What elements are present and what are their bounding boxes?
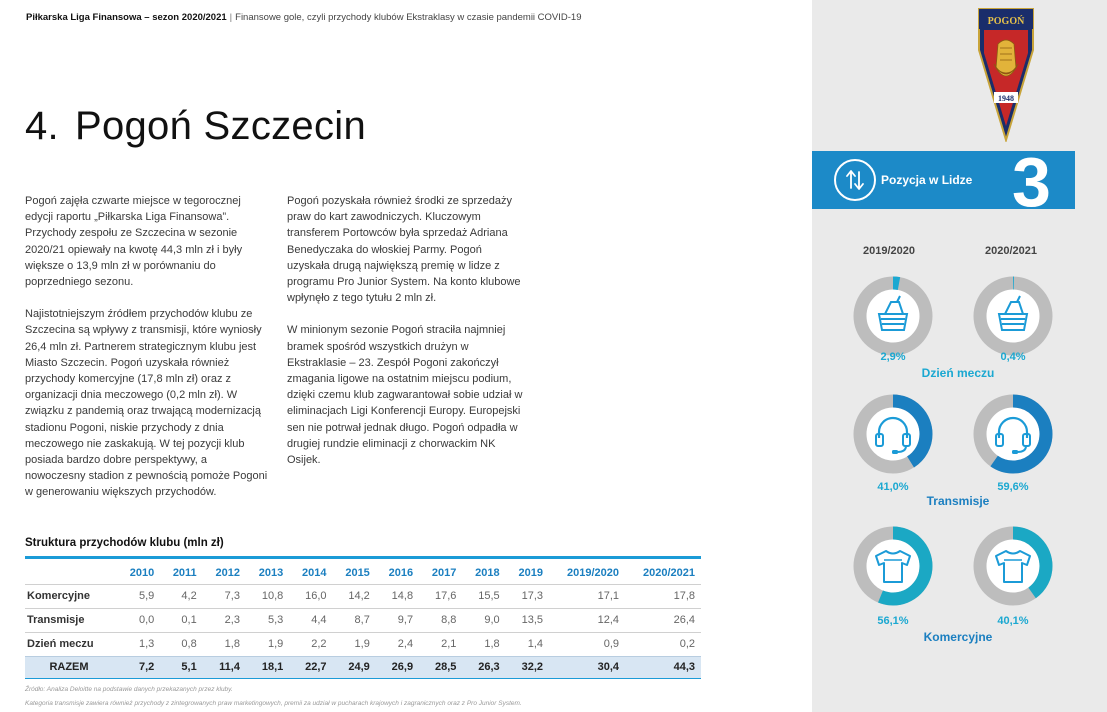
category-label: Transmisje bbox=[926, 494, 990, 508]
column-header: 2015 bbox=[345, 566, 370, 579]
table-cell: 30,4 bbox=[549, 656, 625, 678]
table-header-row bbox=[25, 562, 701, 584]
donut-chart bbox=[853, 394, 933, 479]
table-cell: 9,7 bbox=[376, 608, 419, 632]
column-header: 2012 bbox=[215, 566, 240, 579]
chapter-number: 4. bbox=[25, 104, 59, 148]
page-title bbox=[25, 104, 366, 149]
table-cell: 12,4 bbox=[549, 608, 625, 632]
column-header: 2017 bbox=[431, 566, 457, 579]
category-label: Komercyjne bbox=[923, 630, 993, 644]
position-value: 3 bbox=[1012, 143, 1051, 221]
table-cell: 22,7 bbox=[289, 656, 332, 678]
table-cell: 0,2 bbox=[625, 632, 701, 656]
table-cell: 17,3 bbox=[506, 584, 549, 608]
column-header: 2016 bbox=[388, 566, 414, 579]
donut-chart bbox=[853, 276, 933, 361]
table-cell: 2,3 bbox=[203, 608, 246, 632]
paragraph: W minionym sezonie Pogoń straciła najmniej bramek spośród wszystkich drużyn w Ekstraklasie – 23. Zespół Pogoni zakończył zmagania ligowe na ostatnim miejscu podium, dzięki czemu klub zagwarantował sobie udział w eliminacjach Ligi Konferencji Europy. Europejski sen nie potrwał jednak długo. Pogoń odpadła w drugiej rundzie eliminacji z chorwackim NK Osijek. bbox=[287, 324, 523, 467]
table-cell: 0,1 bbox=[160, 608, 202, 632]
column-header: 2020/2021 bbox=[643, 566, 695, 579]
table-cell: 32,2 bbox=[506, 656, 549, 678]
table-cell: 8,8 bbox=[419, 608, 462, 632]
table-cell: 11,4 bbox=[203, 656, 246, 678]
table-total-row bbox=[25, 656, 701, 678]
table-cell: 1,8 bbox=[462, 632, 505, 656]
svg-text:POGOŃ: POGOŃ bbox=[987, 16, 1025, 27]
table-cell: 14,2 bbox=[333, 584, 376, 608]
club-crest bbox=[978, 8, 1034, 147]
table-cell: 14,8 bbox=[376, 584, 419, 608]
table-cell: 24,9 bbox=[333, 656, 376, 678]
table-cell: 26,3 bbox=[462, 656, 505, 678]
text-column-left bbox=[25, 193, 270, 517]
season-label: 2019/2020 bbox=[863, 245, 915, 257]
table-cell: 4,4 bbox=[289, 608, 332, 632]
table-cell: 17,6 bbox=[419, 584, 462, 608]
up-down-arrows-icon bbox=[834, 159, 876, 201]
share-percent: 41,0% bbox=[877, 481, 909, 493]
table-cell: 17,8 bbox=[625, 584, 701, 608]
donut-chart bbox=[973, 526, 1053, 611]
table-cell: 5,9 bbox=[117, 584, 160, 608]
report-name: Piłkarska Liga Finansowa – sezon 2020/2021 bbox=[26, 12, 227, 23]
league-position-bar bbox=[812, 143, 1075, 221]
table-top-rule bbox=[25, 556, 701, 559]
row-label: Transmisje bbox=[25, 608, 117, 632]
paragraph: Pogoń pozyskała również środki ze sprzedaży praw do kart zawodniczych. Kluczowym transferem Portowców była sprzedaż Adriana Benedyczaka do włoskiej Parmy. Pogoń uzyskała drugą największą premię w lidze z programu Pro Junior System. Na konto klubowe wpłynęło z tego tytułu 2 mln zł. bbox=[287, 195, 521, 305]
table-cell: 28,5 bbox=[419, 656, 462, 678]
column-header: 2010 bbox=[129, 566, 155, 579]
report-subtitle: Finansowe gole, czyli przychody klubów Ekstraklasy w czasie pandemii COVID-19 bbox=[235, 12, 582, 23]
share-percent: 56,1% bbox=[877, 615, 909, 627]
revenue-table bbox=[25, 562, 701, 679]
table-cell: 1,9 bbox=[333, 632, 376, 656]
table-cell: 5,1 bbox=[160, 656, 202, 678]
table-cell: 9,0 bbox=[462, 608, 505, 632]
share-percent: 0,4% bbox=[1000, 351, 1026, 363]
table-cell: 13,5 bbox=[506, 608, 549, 632]
table-cell: 2,1 bbox=[419, 632, 462, 656]
donut-chart bbox=[973, 276, 1053, 361]
table-title: Struktura przychodów klubu (mln zł) bbox=[25, 537, 224, 549]
svg-text:1948: 1948 bbox=[998, 94, 1014, 103]
position-label: Pozycja w Lidze bbox=[881, 173, 973, 187]
table-cell: 17,1 bbox=[549, 584, 625, 608]
donut-chart bbox=[853, 526, 933, 611]
column-header: 2013 bbox=[258, 566, 284, 579]
table-cell: 8,7 bbox=[333, 608, 376, 632]
table-cell: 0,8 bbox=[160, 632, 202, 656]
text-column-right bbox=[287, 193, 527, 484]
table-cell: 16,0 bbox=[289, 584, 332, 608]
column-header bbox=[25, 562, 117, 584]
column-header: 2018 bbox=[475, 566, 500, 579]
category-label: Dzień meczu bbox=[921, 366, 995, 380]
club-name: Pogoń Szczecin bbox=[74, 104, 367, 148]
table-cell: 1,4 bbox=[506, 632, 549, 656]
table-cell: 2,4 bbox=[376, 632, 419, 656]
table-row bbox=[25, 608, 701, 632]
table-cell: 26,4 bbox=[625, 608, 701, 632]
row-label: Dzień meczu bbox=[25, 632, 117, 656]
table-row bbox=[25, 584, 701, 608]
table-cell: 1,3 bbox=[117, 632, 160, 656]
category-footnote: Kategoria transmisje zawiera również przychody z zintegrowanych praw marketingowych, premii za udział w pucharach krajowych i zagranicznych oraz z Pro Junior System. bbox=[25, 700, 522, 707]
column-header: 2014 bbox=[302, 566, 327, 579]
share-percent: 59,6% bbox=[997, 481, 1029, 493]
share-percent: 40,1% bbox=[997, 615, 1029, 627]
column-header: 2019/2020 bbox=[567, 566, 619, 579]
season-label: 2020/2021 bbox=[985, 245, 1037, 257]
report-header bbox=[26, 12, 582, 23]
share-percent: 2,9% bbox=[880, 351, 906, 363]
table-cell: 4,2 bbox=[160, 584, 202, 608]
table-cell: 1,8 bbox=[203, 632, 246, 656]
paragraph: Pogoń zajęła czwarte miejsce w tegorocznej edycji raportu „Piłkarska Liga Finansowa”. Przychody zespołu ze Szczecina w sezonie 2020/21 opiewały na kwotę 44,3 mln zł i były większe o 13,9 mln zł w porównaniu do poprzedniego sezonu. bbox=[25, 195, 243, 289]
table-cell: 18,1 bbox=[246, 656, 289, 678]
donut-chart bbox=[973, 394, 1053, 479]
table-cell: 15,5 bbox=[462, 584, 505, 608]
row-label: Komercyjne bbox=[25, 584, 117, 608]
table-cell: 0,9 bbox=[549, 632, 625, 656]
header-separator: | bbox=[229, 12, 233, 23]
table-cell: 7,2 bbox=[117, 656, 160, 678]
total-label: RAZEM bbox=[25, 656, 117, 678]
table-cell: 7,3 bbox=[203, 584, 246, 608]
paragraph: Najistotniejszym źródłem przychodów klubu ze Szczecina są wpływy z transmisji, które wyniosły 26,4 mln zł. Partnerem strategicznym klubu jest Miasto Szczecin. Pogoń uzyskała również przychody komercyjne (17,8 mln zł) oraz z organizacji dnia meczowego (0,2 mln zł). W związku z pandemią oraz trwającą modernizacją stadionu Pogoni, niskie przychody z dnia meczowego nie zaskakują. W tej pozycji klub posiada bardzo dobre perspektywy, a nowoczesny stadion z pewnością pomoże Pogoni w generowaniu większych przychodów. bbox=[25, 308, 268, 499]
source-footnote: Źródło: Analiza Deloitte na podstawie danych przekazanych przez kluby. bbox=[25, 686, 233, 693]
column-header: 2019 bbox=[518, 566, 543, 579]
table-cell: 0,0 bbox=[117, 608, 160, 632]
table-cell: 26,9 bbox=[376, 656, 419, 678]
column-header: 2011 bbox=[172, 566, 197, 579]
table-cell: 44,3 bbox=[625, 656, 701, 678]
table-cell: 10,8 bbox=[246, 584, 289, 608]
table-row bbox=[25, 632, 701, 656]
table-cell: 2,2 bbox=[289, 632, 332, 656]
table-cell: 1,9 bbox=[246, 632, 289, 656]
table-cell: 5,3 bbox=[246, 608, 289, 632]
